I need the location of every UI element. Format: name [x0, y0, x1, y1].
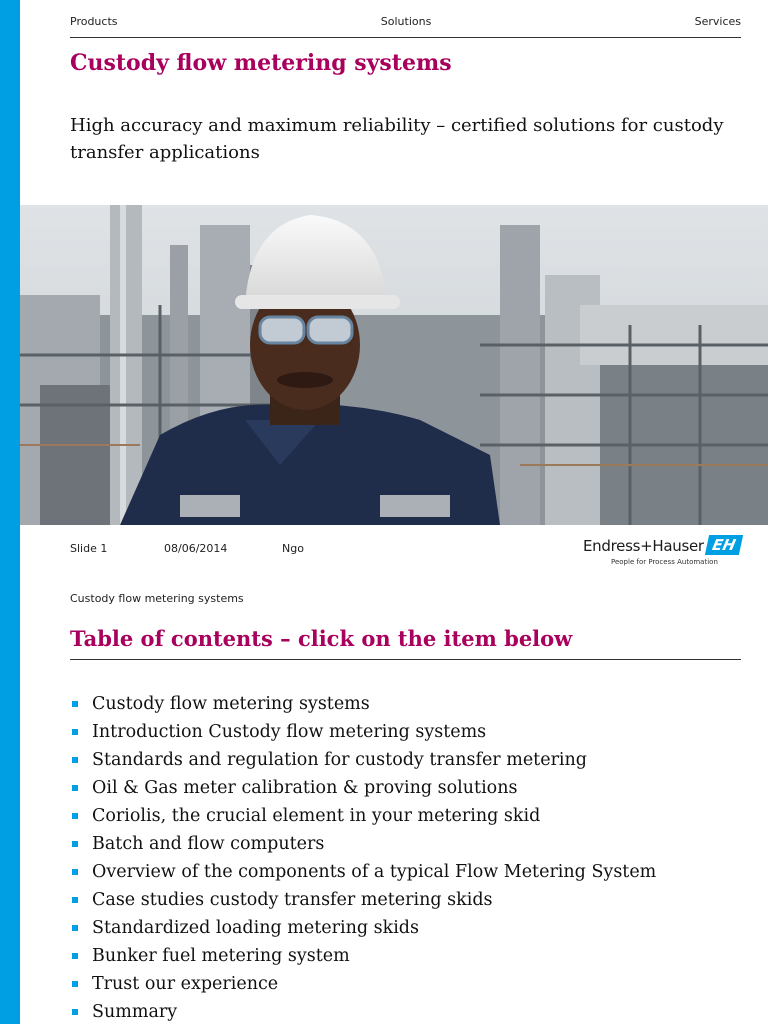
toc-item-label: Oil & Gas meter calibration & proving solutions	[92, 778, 518, 798]
top-nav	[70, 15, 741, 38]
endress-hauser-logo	[583, 534, 743, 570]
toc-item[interactable]	[70, 802, 656, 830]
toc-item-label: Standards and regulation for custody transfer metering	[92, 750, 587, 770]
bullet-icon	[72, 953, 78, 959]
slide-author: Ngo	[282, 542, 304, 555]
hero-photo	[20, 205, 768, 525]
toc-item-label: Introduction Custody flow metering systems	[92, 722, 487, 742]
toc-item[interactable]	[70, 886, 656, 914]
logo-tagline: People for Process Automation	[611, 558, 718, 566]
nav-services[interactable]: Services	[694, 15, 741, 28]
toc-item-label: Summary	[92, 1002, 178, 1022]
toc-item[interactable]	[70, 998, 656, 1024]
accent-bar	[0, 0, 20, 576]
toc-item-label: Overview of the components of a typical Flow Metering System	[92, 862, 657, 882]
bullet-icon	[72, 1009, 78, 1015]
toc-item-label: Standardized loading metering skids	[92, 918, 419, 938]
toc-item-label: Batch and flow computers	[92, 834, 325, 854]
toc-item-label: Coriolis, the crucial element in your metering skid	[92, 806, 541, 826]
bullet-icon	[72, 981, 78, 987]
bullet-icon	[72, 897, 78, 903]
accent-bar	[0, 576, 20, 1024]
bullet-icon	[72, 701, 78, 707]
bullet-icon	[72, 813, 78, 819]
slide-2	[0, 576, 768, 1024]
toc-item[interactable]	[70, 690, 656, 718]
page-subtitle: High accuracy and maximum reliability – certified solutions for custody transfer applications	[70, 115, 724, 163]
bullet-icon	[72, 925, 78, 931]
bullet-icon	[72, 869, 78, 875]
toc-item[interactable]	[70, 774, 656, 802]
toc-list	[70, 690, 656, 1024]
slide-date: 08/06/2014	[164, 542, 228, 555]
toc-item[interactable]	[70, 746, 656, 774]
eh-logo-icon: EH	[705, 535, 743, 555]
nav-solutions[interactable]: Solutions	[380, 15, 432, 28]
toc-item-label: Case studies custody transfer metering skids	[92, 890, 493, 910]
toc-item[interactable]	[70, 718, 656, 746]
toc-item[interactable]	[70, 914, 656, 942]
bullet-icon	[72, 785, 78, 791]
toc-title: Table of contents – click on the item below	[70, 626, 741, 660]
toc-item-label: Trust our experience	[92, 974, 279, 994]
toc-item-label: Custody flow metering systems	[92, 694, 370, 714]
bullet-icon	[72, 757, 78, 763]
page-title: Custody flow metering systems	[70, 50, 452, 76]
toc-item[interactable]	[70, 858, 656, 886]
breadcrumb: Custody flow metering systems	[70, 592, 244, 605]
bullet-icon	[72, 729, 78, 735]
logo-name: Endress+Hauser	[583, 537, 704, 555]
toc-item[interactable]	[70, 830, 656, 858]
nav-products[interactable]: Products	[70, 15, 118, 28]
toc-item-label: Bunker fuel metering system	[92, 946, 350, 966]
slide-number: Slide 1	[70, 542, 108, 555]
toc-item[interactable]	[70, 970, 656, 998]
toc-item[interactable]	[70, 942, 656, 970]
bullet-icon	[72, 841, 78, 847]
